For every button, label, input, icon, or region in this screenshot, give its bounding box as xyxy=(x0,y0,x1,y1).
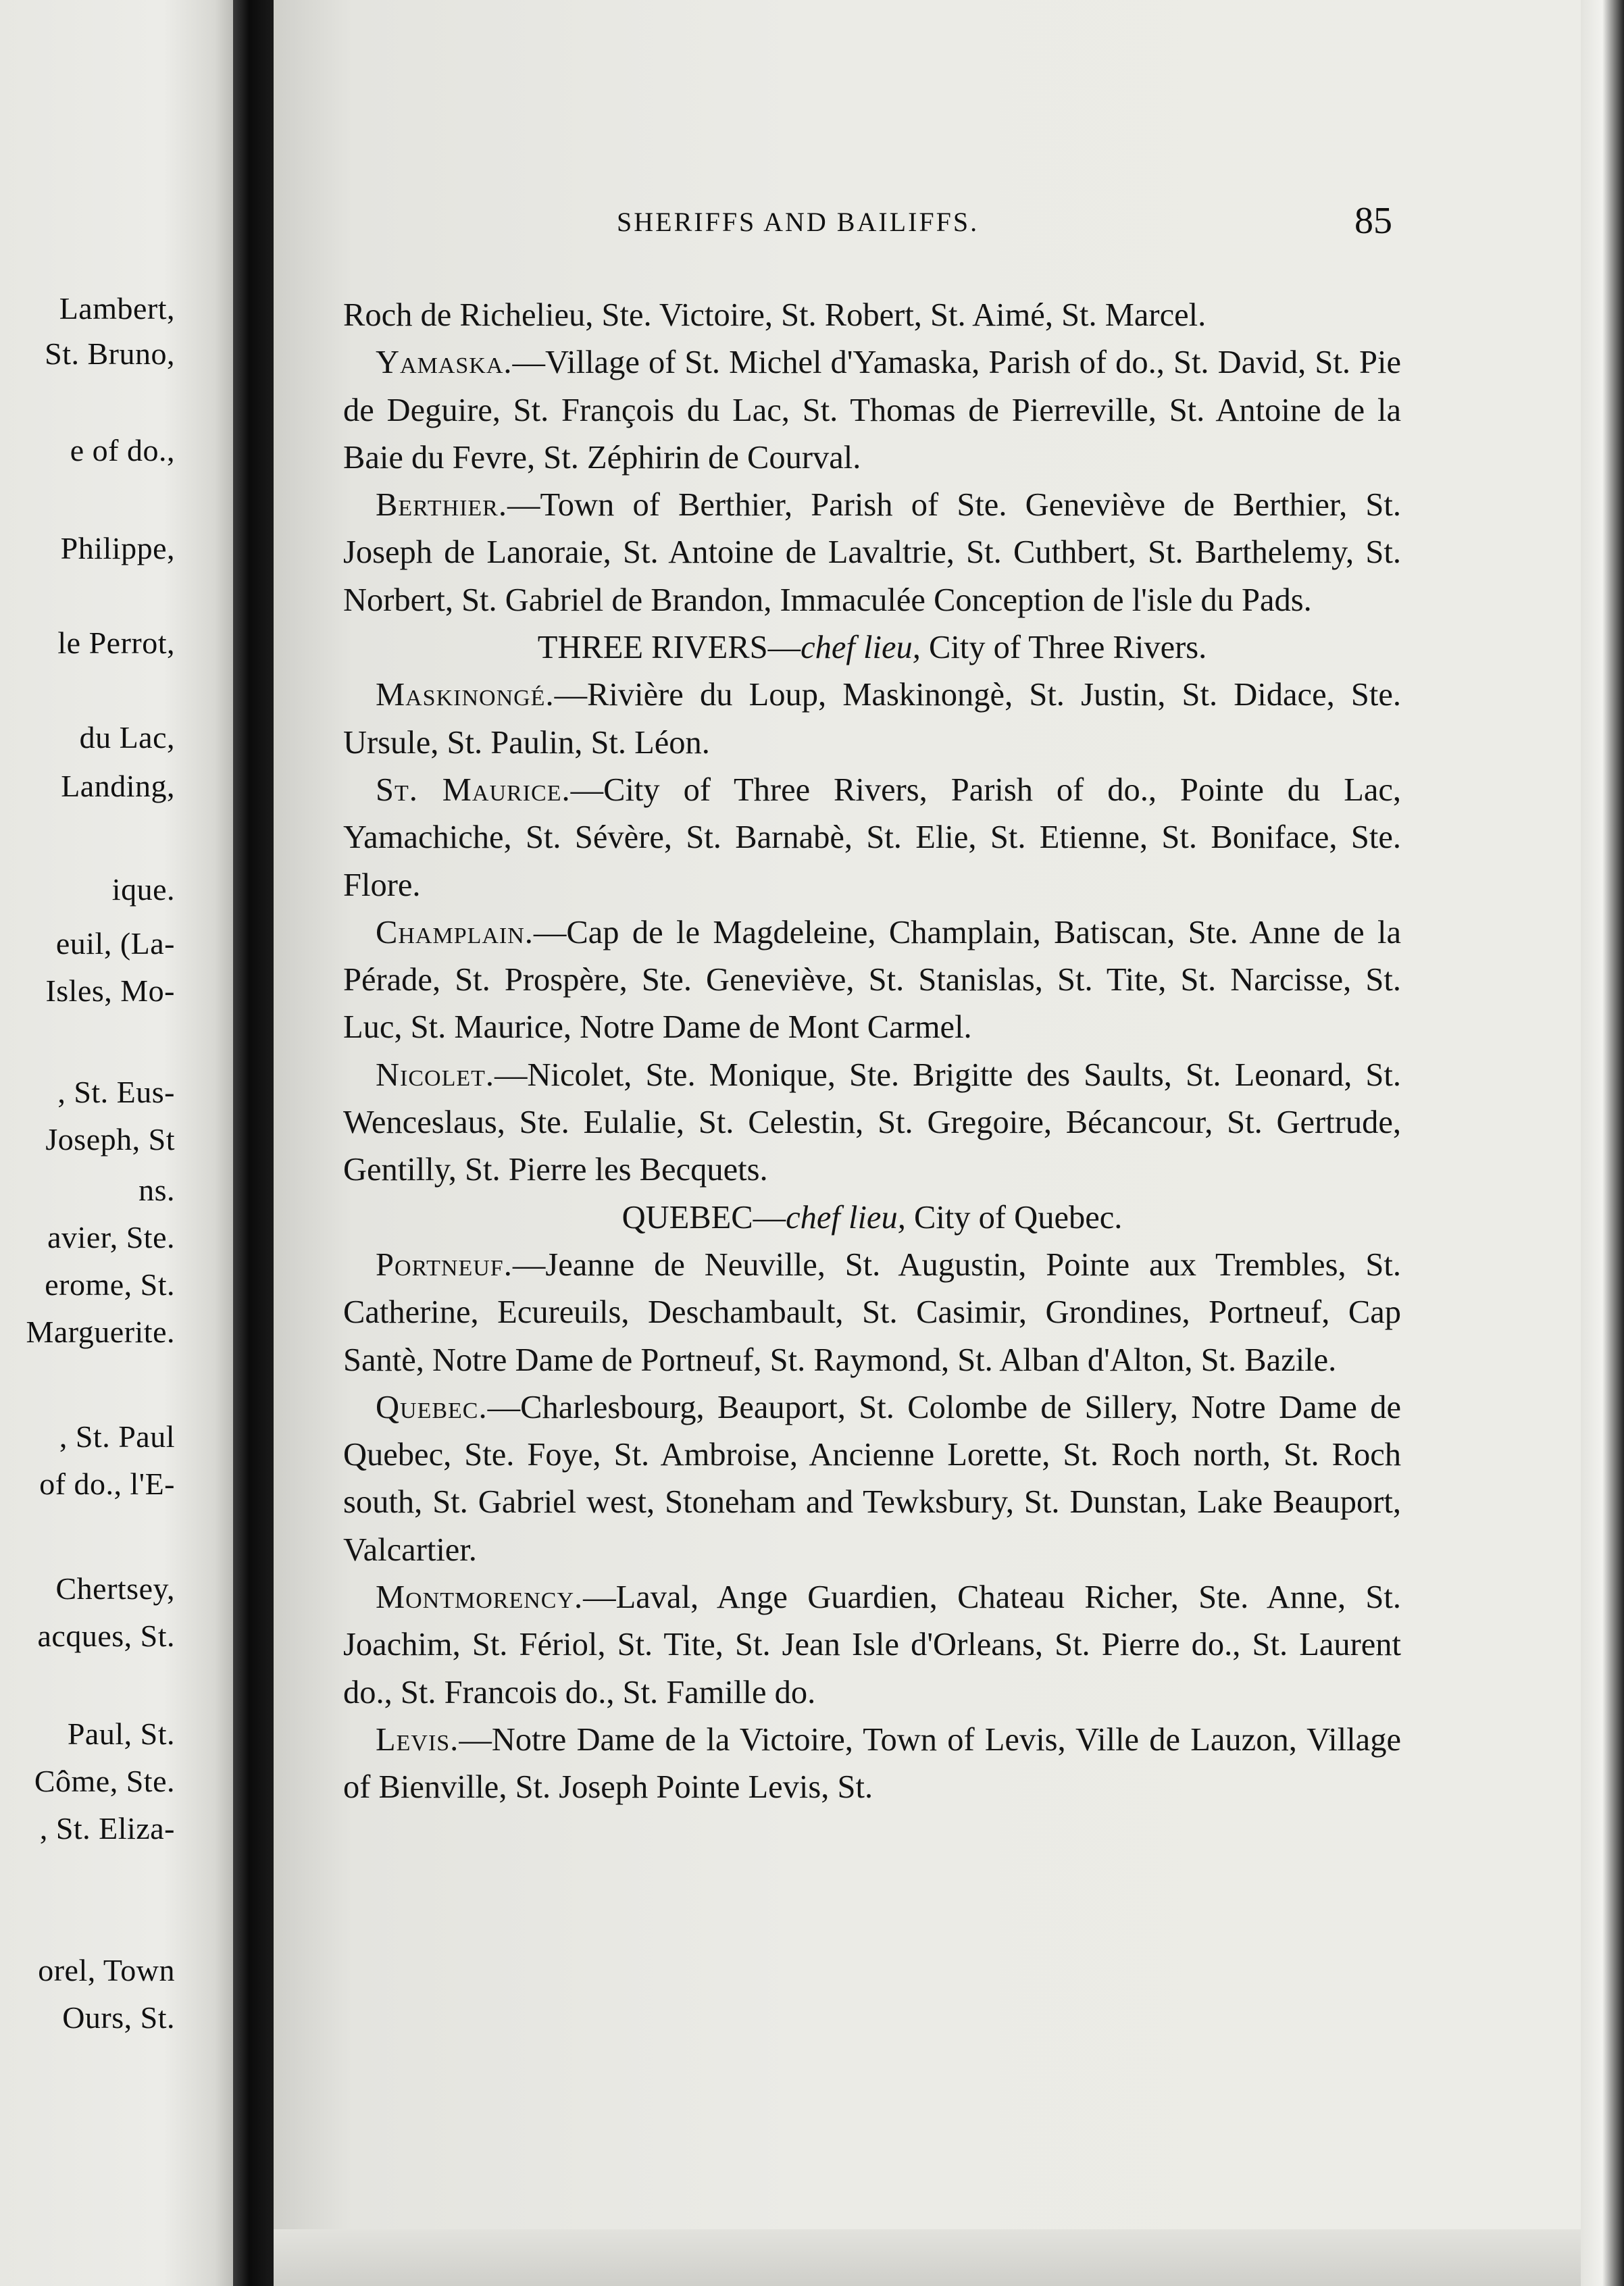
parish-list: —City of Three Rivers, Parish of do., Pointe du Lac, Yamachiche, St. Sévère, St. Barnabè, St. Elie, St. Etienne, St. Boniface, Ste. Flore. xyxy=(343,771,1402,903)
left-facing-page xyxy=(0,0,233,2286)
county-name: Portneuf. xyxy=(376,1246,513,1283)
left-page-fragment: acques, St. xyxy=(37,1619,175,1653)
county-entry xyxy=(343,1242,1401,1384)
left-page-fragment: ns. xyxy=(138,1173,175,1207)
county-name: Maskinongé. xyxy=(376,677,555,713)
left-page-fragment: , St. Eus- xyxy=(57,1075,175,1109)
left-page-fragment: ique. xyxy=(111,872,175,907)
parish-list: —Laval, Ange Guardien, Chateau Richer, Ste. Anne, St. Joachim, St. Fériol, St. Tite, St. Jean Isle d'Orleans, St. Pierre do., St. Laurent do., St. Francois do., St. Famille do. xyxy=(343,1579,1401,1710)
county-entry xyxy=(343,1384,1401,1574)
page-bottom-margin xyxy=(274,2229,1581,2286)
county-name: Levis. xyxy=(376,1721,459,1758)
left-page-fragment: orel, Town xyxy=(38,1953,175,1987)
left-page-fragment: Côme, Ste. xyxy=(34,1764,175,1798)
parish-list: —Jeanne de Neuville, St. Augustin, Pointe aux Trembles, St. Catherine, Ecureuils, Deschambault, St. Casimir, Grondines, Portneuf, Cap Santè, Notre Dame de Portneuf, St. Raymond, St. Alban d'Alton, St. Bazile. xyxy=(343,1246,1401,1378)
left-page-fragment: Joseph, St xyxy=(45,1122,175,1157)
left-page-fragment: Marguerite. xyxy=(26,1315,175,1349)
county-entry xyxy=(343,671,1401,767)
left-page-fragment: St. Bruno, xyxy=(45,336,175,371)
left-page-fragment: Ours, St. xyxy=(62,2000,175,2035)
left-page-fragment: du Lac, xyxy=(79,720,175,755)
left-page-fragment: erome, St. xyxy=(45,1267,175,1302)
parish-list: —Rivière du Loup, Maskinongè, St. Justin, St. Didace, Ste. Ursule, St. Paulin, St. Léon. xyxy=(343,677,1401,761)
left-page-fragment: avier, Ste. xyxy=(47,1220,175,1254)
county-entry xyxy=(343,482,1401,624)
parish-list: —Cap de le Magdeleine, Champlain, Batiscan, Ste. Anne de la Pérade, St. Prospère, Ste. Geneviève, St. Stanislas, St. Tite, St. Narcisse, St. Luc, St. Maurice, Notre Dame de Mont Carmel. xyxy=(343,914,1401,1046)
district-name: THREE RIVERS xyxy=(537,630,768,666)
parish-list: —Town of Berthier, Parish of Ste. Geneviève de Berthier, St. Joseph de Lanoraie, St. Antoine de Lavaltrie, St. Cuthbert, St. Barthelemy, St. Norbert, St. Gabriel de Brandon, Immaculée Conception de l'isle du Pads. xyxy=(343,487,1401,618)
page-edge xyxy=(1581,0,1624,2286)
district-dash: — xyxy=(767,630,801,666)
left-page-fragment: , St. Eliza- xyxy=(39,1811,175,1846)
left-page-fragment: Philippe, xyxy=(60,531,175,565)
county-name: Champlain. xyxy=(376,914,534,950)
district-heading xyxy=(343,624,1401,671)
district-name: QUEBEC xyxy=(621,1199,753,1236)
chef-lieu-city: City of Quebec. xyxy=(905,1199,1123,1236)
left-page-fragment: euil, (La- xyxy=(55,926,175,961)
parish-list: —Village of St. Michel d'Yamaska, Parish of do., St. David, St. Pie de Deguire, St. François du Lac, St. Thomas de Pierreville, St. Antoine de la Baie du Fevre, St. Zéphirin de Courval. xyxy=(343,345,1401,476)
county-name: St. Maurice. xyxy=(376,771,571,808)
chef-lieu-label: chef lieu, xyxy=(786,1199,906,1236)
left-page-fragment: Chertsey, xyxy=(55,1571,175,1606)
county-name: Yamaska. xyxy=(376,345,513,381)
chef-lieu-city: City of Three Rivers. xyxy=(920,630,1207,666)
left-page-fragment: Landing, xyxy=(61,769,175,803)
county-entry xyxy=(343,1717,1401,1812)
county-entry xyxy=(343,339,1401,482)
county-name: Quebec. xyxy=(376,1389,488,1425)
county-entry xyxy=(343,1052,1401,1194)
left-page-fragment: Isles, Mo- xyxy=(45,973,175,1008)
district-dash: — xyxy=(753,1199,786,1236)
left-page-fragment: Lambert, xyxy=(59,291,175,326)
county-name: Nicolet. xyxy=(376,1057,495,1093)
district-heading xyxy=(343,1194,1401,1242)
page-number: 85 xyxy=(1354,200,1392,242)
county-name: Berthier. xyxy=(376,487,507,524)
parish-list: —Nicolet, Ste. Monique, Ste. Brigitte des Saults, St. Leonard, St. Wenceslaus, Ste. Eulalie, St. Celestin, St. Gregoire, Bécancour, St. Gertrude, Gentilly, St. Pierre les Becquets. xyxy=(343,1057,1401,1188)
left-page-fragment: of do., l'E- xyxy=(39,1467,175,1501)
county-entry xyxy=(343,1574,1401,1717)
county-entry xyxy=(343,767,1401,909)
entry-text: Roch de Richelieu, Ste. Victoire, St. Robert, St. Aimé, St. Marcel. xyxy=(343,297,1207,333)
left-page-fragment: le Perrot, xyxy=(57,626,175,660)
county-entry xyxy=(343,909,1401,1052)
left-page-fragment: e of do., xyxy=(70,433,175,467)
left-page-fragment: Paul, St. xyxy=(67,1717,175,1751)
chef-lieu-label: chef lieu, xyxy=(801,630,921,666)
county-name: Montmorency. xyxy=(376,1579,584,1616)
parish-list: —Notre Dame de la Victoire, Town of Levis, Ville de Lauzon, Village of Bienville, St. Joseph Pointe Levis, St. xyxy=(343,1721,1401,1806)
left-page-fragment: , St. Paul xyxy=(59,1419,175,1454)
continuation-line xyxy=(343,292,1401,339)
parish-list: —Charlesbourg, Beauport, St. Colombe de Sillery, Notre Dame de Quebec, Ste. Foye, St. Ambroise, Ancienne Lorette, St. Roch north, St. Roch south, St. Gabriel west, Stoneham and Tewksbury, St. Dunstan, Lake Beauport, Valcartier. xyxy=(343,1389,1401,1568)
book-gutter xyxy=(233,0,274,2286)
page-body xyxy=(343,292,1401,1812)
running-title: SHERIFFS AND BAILIFFS. xyxy=(617,207,980,237)
